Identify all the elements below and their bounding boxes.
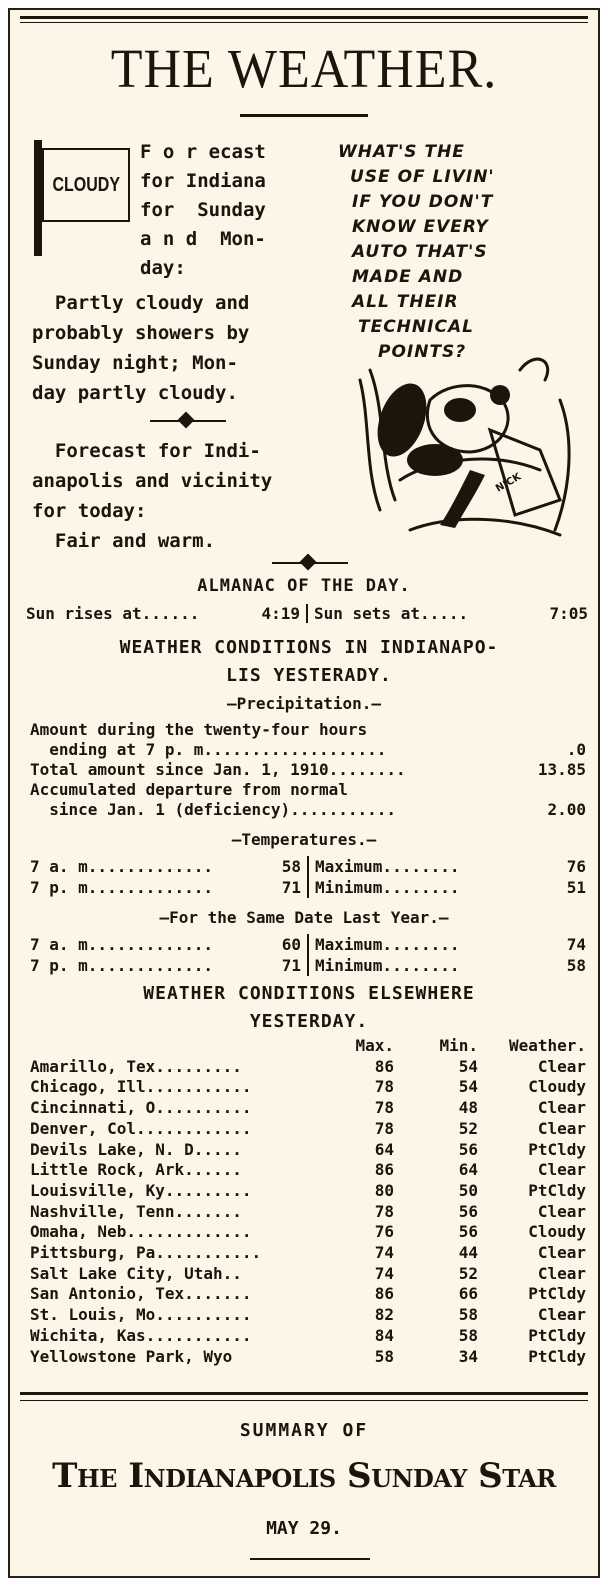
forecast-local-line: for today: [32, 500, 147, 522]
elsewhere-title-line: WEATHER CONDITIONS ELSEWHERE [143, 983, 475, 1004]
temp-row [30, 877, 586, 898]
sunset-value: 7:05 [549, 604, 588, 623]
forecast-local-line: Fair and warm. [32, 530, 216, 552]
temp-value: 51 [566, 878, 586, 897]
sunrise [26, 604, 300, 623]
cell-city: Salt Lake City, Utah.. [30, 1263, 242, 1283]
sunset [314, 604, 588, 623]
last-year-heading: —For the Same Date Last Year.— [159, 908, 449, 927]
bottom-rule [20, 1392, 588, 1395]
flag-pole [34, 140, 42, 256]
cell-max: 78 [374, 1077, 394, 1097]
cell-min: 56 [458, 1201, 478, 1221]
precip-row [30, 740, 586, 760]
cartoon-caption [330, 140, 590, 365]
forecast-body-line: day partly cloudy. [32, 382, 238, 404]
precipitation-table [30, 720, 586, 820]
cell-city: Denver, Col............ [30, 1118, 252, 1138]
cell-max: 86 [374, 1160, 394, 1180]
cell-city: St. Louis, Mo.......... [30, 1305, 252, 1325]
temp-row [30, 856, 586, 877]
forecast-local [32, 436, 314, 556]
cell-max: 78 [374, 1201, 394, 1221]
cell-city: Wichita, Kas........... [30, 1325, 252, 1345]
caption-line: ALL THEIR [352, 292, 459, 312]
sunrise-label: Sun rises at...... [26, 604, 200, 623]
temp-label: Maximum........ [315, 857, 460, 876]
temp-label: Minimum........ [315, 878, 460, 897]
forecast-line: a n d Mon- [140, 228, 266, 250]
caption-line: MADE AND [352, 267, 464, 287]
cell-min: 50 [458, 1180, 478, 1200]
forecast-line: for Indiana [140, 170, 266, 192]
forecast-body-line: Partly cloudy and [32, 292, 250, 314]
sun-times-row [26, 604, 588, 623]
elsewhere-title-line: YESTERDAY. [249, 1011, 369, 1032]
cell-min: 58 [458, 1325, 478, 1345]
cell-max: 78 [374, 1098, 394, 1118]
header-weather: Weather. [508, 1036, 586, 1055]
cell-city: Pittsburg, Pa........... [30, 1243, 262, 1263]
caption-line: WHAT'S THE [338, 142, 465, 162]
header-min: Min. [439, 1036, 478, 1055]
caption-line: USE OF LIVIN' [350, 167, 495, 187]
cell-weather: PtCldy [528, 1284, 586, 1304]
cell-weather: Clear [537, 1160, 586, 1180]
forecast-local-line: anapolis and vicinity [32, 470, 273, 492]
precip-label: Accumulated departure from normal [30, 780, 348, 799]
caption-line: TECHNICAL [358, 317, 474, 337]
table-row [30, 1119, 586, 1140]
cell-max: 84 [374, 1325, 394, 1345]
cell-weather: Clear [537, 1098, 586, 1118]
forecast-local-line: Forecast for Indi- [32, 440, 261, 462]
table-row [30, 1140, 586, 1161]
date: MAY 29. [266, 1518, 342, 1539]
table-row [30, 1264, 586, 1285]
forecast-indiana-body [32, 288, 314, 408]
cell-city: Chicago, Ill........... [30, 1077, 252, 1097]
top-rule [20, 16, 588, 19]
cell-weather: Clear [537, 1305, 586, 1325]
sunrise-value: 4:19 [261, 604, 300, 623]
table-row [30, 1202, 586, 1223]
precip-value: .0 [566, 740, 586, 759]
forecast-line: for Sunday [140, 199, 266, 221]
precip-label: Total amount since Jan. 1, 1910........ [30, 760, 406, 779]
almanac-title: ALMANAC OF THE DAY. [197, 576, 411, 596]
headline: THE WEATHER. [110, 39, 498, 100]
cell-city: Amarillo, Tex......... [30, 1056, 242, 1076]
temp-value: 58 [566, 956, 586, 975]
cell-min: 64 [458, 1160, 478, 1180]
caption-line: KNOW EVERY [352, 217, 489, 237]
table-row [30, 1305, 586, 1326]
temp-label: 7 a. m............. [30, 857, 214, 876]
newspaper-clipping [8, 8, 600, 1578]
header-max: Max. [355, 1036, 394, 1055]
precip-label: since Jan. 1 (deficiency)........... [30, 800, 397, 819]
precip-value: 13.85 [537, 760, 586, 779]
temp-label: Minimum........ [315, 956, 460, 975]
temp-label: 7 a. m............. [30, 935, 214, 954]
forecast-body-line: probably showers by [32, 322, 250, 344]
table-row [30, 1347, 586, 1368]
cell-min: 34 [458, 1346, 478, 1366]
table-row [30, 1181, 586, 1202]
cell-max: 74 [374, 1243, 394, 1263]
temp-value: 74 [566, 935, 586, 954]
forecast-body-line: Sunday night; Mon- [32, 352, 238, 374]
cell-max: 76 [374, 1222, 394, 1242]
paper-name: The Indianapolis Sunday Star [52, 1456, 556, 1496]
temp-value: 71 [281, 956, 301, 975]
cell-city: Cincinnati, O.......... [30, 1098, 252, 1118]
cell-max: 86 [374, 1056, 394, 1076]
temp-value: 58 [281, 857, 301, 876]
precip-row [30, 800, 586, 820]
cell-max: 78 [374, 1118, 394, 1138]
precip-row [30, 720, 586, 740]
cell-weather: Cloudy [528, 1222, 586, 1242]
conditions-title-line: WEATHER CONDITIONS IN INDIANAPO- [119, 637, 499, 658]
cell-weather: PtCldy [528, 1180, 586, 1200]
caption-line: POINTS? [378, 342, 467, 362]
bottom-rule-thin [20, 1400, 588, 1401]
cell-weather: Cloudy [528, 1077, 586, 1097]
table-header [30, 1036, 586, 1057]
precipitation-heading: —Precipitation.— [226, 694, 382, 713]
precip-label: ending at 7 p. m................... [30, 740, 387, 759]
table-row [30, 1284, 586, 1305]
cell-city: Devils Lake, N. D..... [30, 1139, 242, 1159]
precip-value: 2.00 [547, 800, 586, 819]
headline-rule [240, 114, 368, 117]
table-row [30, 1077, 586, 1098]
sunset-label: Sun sets at..... [314, 604, 469, 623]
table-row [30, 1098, 586, 1119]
cell-city: Omaha, Neb............. [30, 1222, 252, 1242]
cell-weather: Clear [537, 1056, 586, 1076]
cell-weather: PtCldy [528, 1325, 586, 1345]
ornament-divider [150, 414, 226, 428]
cartoon-illustration [340, 340, 590, 550]
cell-weather: Clear [537, 1201, 586, 1221]
caption-line: IF YOU DON'T [352, 192, 494, 212]
temp-value: 60 [281, 935, 301, 954]
temp-label: Maximum........ [315, 935, 460, 954]
cell-weather: Clear [537, 1118, 586, 1138]
temp-row [30, 955, 586, 976]
end-rule [250, 1558, 370, 1560]
cell-min: 66 [458, 1284, 478, 1304]
table-row [30, 1326, 586, 1347]
cell-city: Little Rock, Ark...... [30, 1160, 242, 1180]
cell-max: 86 [374, 1284, 394, 1304]
cell-min: 48 [458, 1098, 478, 1118]
precip-value [536, 720, 586, 740]
weather-flag-icon [28, 140, 128, 258]
cell-min: 58 [458, 1305, 478, 1325]
cell-city: San Antonio, Tex....... [30, 1284, 252, 1304]
conditions-title-line: LIS YESTERADY. [226, 665, 392, 686]
table-row [30, 1222, 586, 1243]
precip-label: Amount during the twenty-four hours [30, 720, 368, 739]
temp-row [30, 934, 586, 955]
cell-min: 56 [458, 1139, 478, 1159]
cell-min: 44 [458, 1243, 478, 1263]
flag-label: CLOUDY [52, 173, 120, 196]
cartoon-sign-text: NICK [494, 471, 524, 495]
top-rule-thin [20, 22, 588, 23]
cell-city: Yellowstone Park, Wyo [30, 1346, 233, 1366]
cell-min: 52 [458, 1263, 478, 1283]
conditions-title [30, 634, 588, 690]
precip-value [536, 780, 586, 800]
temperatures-table [30, 856, 586, 898]
precip-row [30, 760, 586, 780]
temp-label: 7 p. m............. [30, 878, 214, 897]
cell-city: Louisville, Ky......... [30, 1180, 252, 1200]
table-row [30, 1243, 586, 1264]
forecast-line: day: [140, 257, 186, 279]
precip-row [30, 780, 586, 800]
forecast-line: F o r ecast [140, 141, 266, 163]
temp-label: 7 p. m............. [30, 956, 214, 975]
cell-min: 52 [458, 1118, 478, 1138]
cell-min: 54 [458, 1077, 478, 1097]
temp-value: 71 [281, 878, 301, 897]
cell-weather: PtCldy [528, 1139, 586, 1159]
cell-max: 64 [374, 1139, 394, 1159]
cell-max: 82 [374, 1305, 394, 1325]
cell-weather: Clear [537, 1243, 586, 1263]
elsewhere-title [30, 980, 588, 1036]
temperatures-heading: —Temperatures.— [231, 830, 377, 849]
cell-min: 56 [458, 1222, 478, 1242]
caption-line: AUTO THAT'S [352, 242, 488, 262]
column-divider [306, 604, 308, 623]
flag-cloth [42, 148, 130, 222]
cell-city: Nashville, Tenn....... [30, 1201, 242, 1221]
cell-max: 74 [374, 1263, 394, 1283]
table-row [30, 1160, 586, 1181]
ornament-divider [272, 556, 348, 570]
last-year-table [30, 934, 586, 976]
cell-weather: Clear [537, 1263, 586, 1283]
cell-max: 80 [374, 1180, 394, 1200]
table-row [30, 1057, 586, 1078]
cell-max: 58 [374, 1346, 394, 1366]
cell-min: 54 [458, 1056, 478, 1076]
elsewhere-table [30, 1036, 586, 1367]
forecast-indiana-heading [140, 138, 310, 283]
cell-weather: PtCldy [528, 1346, 586, 1366]
temp-value: 76 [566, 857, 586, 876]
summary-of: SUMMARY OF [239, 1420, 369, 1441]
